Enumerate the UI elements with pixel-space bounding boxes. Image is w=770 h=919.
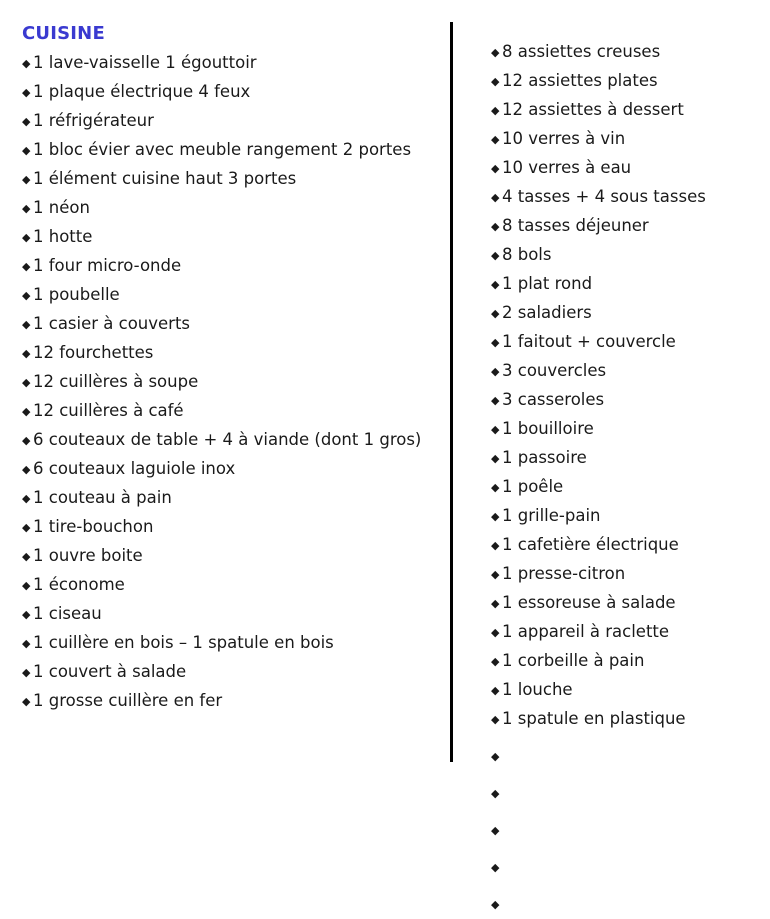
diamond-bullet-icon: ◆ [22, 57, 31, 71]
diamond-bullet-icon: ◆ [22, 492, 31, 506]
list-item-label: 1 élément cuisine haut 3 portes [33, 169, 297, 189]
list-item [22, 368, 442, 397]
diamond-bullet-icon: ◆ [22, 550, 31, 564]
list-item [491, 845, 751, 882]
diamond-bullet-icon: ◆ [22, 521, 31, 535]
list-item [491, 212, 751, 241]
diamond-bullet-icon: ◆ [22, 463, 31, 477]
list-item-label: 1 plat rond [502, 274, 593, 293]
list-item [22, 629, 442, 658]
diamond-bullet-icon: ◆ [491, 307, 500, 320]
list-item-label: 1 bloc évier avec meuble rangement 2 portes [33, 140, 412, 160]
list-item-label: 12 assiettes plates [502, 71, 658, 90]
diamond-bullet-icon: ◆ [22, 318, 31, 332]
list-item [491, 473, 751, 502]
list-item [22, 165, 442, 194]
diamond-bullet-icon: ◆ [491, 568, 500, 581]
list-item [491, 299, 751, 328]
list-item [22, 252, 442, 281]
list-item-label: 1 corbeille à pain [502, 651, 645, 670]
diamond-bullet-icon: ◆ [22, 173, 31, 187]
diamond-bullet-icon: ◆ [491, 539, 500, 552]
list-item-label: 1 faitout + couvercle [502, 332, 676, 351]
diamond-bullet-icon: ◆ [491, 249, 500, 262]
list-item-label: 1 grille-pain [502, 506, 601, 525]
list-item [491, 882, 751, 919]
list-item-label: 1 poêle [502, 477, 564, 496]
diamond-bullet-icon: ◆ [491, 220, 500, 233]
list-item [491, 560, 751, 589]
list-item [22, 484, 442, 513]
diamond-bullet-icon: ◆ [22, 231, 31, 245]
diamond-bullet-icon: ◆ [491, 423, 500, 436]
list-item [491, 705, 751, 734]
list-item [22, 513, 442, 542]
list-item-label: 10 verres à vin [502, 129, 626, 148]
list-item [22, 542, 442, 571]
diamond-bullet-icon: ◆ [22, 695, 31, 709]
list-item-label: 1 casier à couverts [33, 314, 191, 334]
list-item [22, 658, 442, 687]
list-item [22, 600, 442, 629]
list-item-label: 10 verres à eau [502, 158, 632, 177]
list-item-label: 12 cuillères à soupe [33, 372, 199, 392]
list-item-label: 1 appareil à raclette [502, 622, 670, 641]
diamond-bullet-icon: ◆ [491, 104, 500, 117]
list-item [491, 808, 751, 845]
diamond-bullet-icon: ◆ [22, 260, 31, 274]
list-item-label: 1 néon [33, 198, 90, 218]
list-item-label: 8 tasses déjeuner [502, 216, 649, 235]
diamond-bullet-icon: ◆ [491, 597, 500, 610]
inventory-list-right [491, 38, 751, 919]
diamond-bullet-icon: ◆ [22, 608, 31, 622]
diamond-bullet-icon: ◆ [22, 115, 31, 129]
list-item-label: 1 lave-vaisselle 1 égouttoir [33, 53, 257, 73]
list-item [491, 96, 751, 125]
diamond-bullet-icon: ◆ [22, 434, 31, 448]
diamond-bullet-icon: ◆ [491, 898, 500, 911]
list-item-label: 1 bouilloire [502, 419, 594, 438]
list-item [491, 386, 751, 415]
list-item-label: 1 cafetière électrique [502, 535, 679, 554]
list-item-label: 1 ciseau [33, 604, 102, 624]
list-item-label: 1 ouvre boite [33, 546, 143, 566]
list-item-label: 1 couteau à pain [33, 488, 172, 508]
list-item [491, 734, 751, 771]
list-item-label: 6 couteaux de table + 4 à viande (dont 1 gros) [33, 430, 422, 450]
diamond-bullet-icon: ◆ [22, 347, 31, 361]
list-item [491, 618, 751, 647]
list-item [22, 339, 442, 368]
list-item [22, 107, 442, 136]
list-item-label: 1 spatule en plastique [502, 709, 686, 728]
list-item-label: 3 casseroles [502, 390, 605, 409]
list-item [22, 78, 442, 107]
list-item [491, 270, 751, 299]
diamond-bullet-icon: ◆ [491, 787, 500, 800]
list-item [22, 687, 442, 716]
list-item [491, 676, 751, 705]
list-item-label: 12 assiettes à dessert [502, 100, 684, 119]
list-item [491, 183, 751, 212]
list-item [22, 223, 442, 252]
list-item [22, 310, 442, 339]
diamond-bullet-icon: ◆ [22, 637, 31, 651]
diamond-bullet-icon: ◆ [491, 626, 500, 639]
list-item [22, 49, 442, 78]
inventory-list-left [22, 49, 442, 716]
list-item-label: 1 four micro-onde [33, 256, 182, 276]
list-item-label: 12 cuillères à café [33, 401, 184, 421]
list-item-label: 2 saladiers [502, 303, 592, 322]
list-item-label: 1 plaque électrique 4 feux [33, 82, 251, 102]
list-item-label: 1 économe [33, 575, 125, 595]
list-item-label: 1 réfrigérateur [33, 111, 154, 131]
left-column [18, 22, 442, 716]
diamond-bullet-icon: ◆ [491, 365, 500, 378]
diamond-bullet-icon: ◆ [22, 202, 31, 216]
list-item-label: 1 couvert à salade [33, 662, 187, 682]
diamond-bullet-icon: ◆ [22, 666, 31, 680]
page-title: CUISINE [22, 23, 105, 44]
diamond-bullet-icon: ◆ [491, 162, 500, 175]
diamond-bullet-icon: ◆ [491, 510, 500, 523]
list-item [491, 125, 751, 154]
list-item [22, 397, 442, 426]
list-item-label: 4 tasses + 4 sous tasses [502, 187, 706, 206]
list-item [491, 154, 751, 183]
list-item-label: 1 tire-bouchon [33, 517, 154, 537]
diamond-bullet-icon: ◆ [491, 394, 500, 407]
list-item [22, 571, 442, 600]
list-item [22, 281, 442, 310]
list-item [491, 67, 751, 96]
diamond-bullet-icon: ◆ [22, 144, 31, 158]
diamond-bullet-icon: ◆ [491, 191, 500, 204]
diamond-bullet-icon: ◆ [491, 46, 500, 59]
list-item [22, 194, 442, 223]
list-item-label: 1 hotte [33, 227, 93, 247]
list-item [22, 455, 442, 484]
list-item-label: 3 couvercles [502, 361, 607, 380]
list-item [491, 444, 751, 473]
list-item [491, 357, 751, 386]
right-column [461, 22, 751, 919]
diamond-bullet-icon: ◆ [491, 278, 500, 291]
diamond-bullet-icon: ◆ [491, 133, 500, 146]
diamond-bullet-icon: ◆ [491, 750, 500, 763]
diamond-bullet-icon: ◆ [491, 684, 500, 697]
diamond-bullet-icon: ◆ [22, 289, 31, 303]
list-item [491, 647, 751, 676]
list-item [491, 771, 751, 808]
list-item-label: 1 poubelle [33, 285, 120, 305]
list-item-label: 12 fourchettes [33, 343, 154, 363]
diamond-bullet-icon: ◆ [491, 336, 500, 349]
two-column-layout [18, 22, 752, 911]
list-item-label: 1 cuillère en bois – 1 spatule en bois [33, 633, 334, 653]
diamond-bullet-icon: ◆ [22, 86, 31, 100]
diamond-bullet-icon: ◆ [22, 376, 31, 390]
diamond-bullet-icon: ◆ [491, 481, 500, 494]
list-item [491, 589, 751, 618]
list-item-label: 1 grosse cuillère en fer [33, 691, 223, 711]
list-item [22, 426, 442, 455]
list-item-label: 1 essoreuse à salade [502, 593, 676, 612]
list-item [491, 328, 751, 357]
diamond-bullet-icon: ◆ [491, 824, 500, 837]
diamond-bullet-icon: ◆ [22, 579, 31, 593]
list-item [22, 136, 442, 165]
list-item [491, 415, 751, 444]
list-item [491, 502, 751, 531]
list-item-label: 1 louche [502, 680, 573, 699]
diamond-bullet-icon: ◆ [491, 75, 500, 88]
diamond-bullet-icon: ◆ [491, 861, 500, 874]
diamond-bullet-icon: ◆ [491, 452, 500, 465]
diamond-bullet-icon: ◆ [22, 405, 31, 419]
list-item [491, 241, 751, 270]
list-item-label: 8 assiettes creuses [502, 42, 661, 61]
list-item [491, 531, 751, 560]
list-item-label: 6 couteaux laguiole inox [33, 459, 236, 479]
diamond-bullet-icon: ◆ [491, 713, 500, 726]
list-item-label: 8 bols [502, 245, 552, 264]
column-divider [450, 22, 453, 762]
list-item-label: 1 passoire [502, 448, 587, 467]
list-item-label: 1 presse-citron [502, 564, 626, 583]
diamond-bullet-icon: ◆ [491, 655, 500, 668]
list-item [491, 38, 751, 67]
